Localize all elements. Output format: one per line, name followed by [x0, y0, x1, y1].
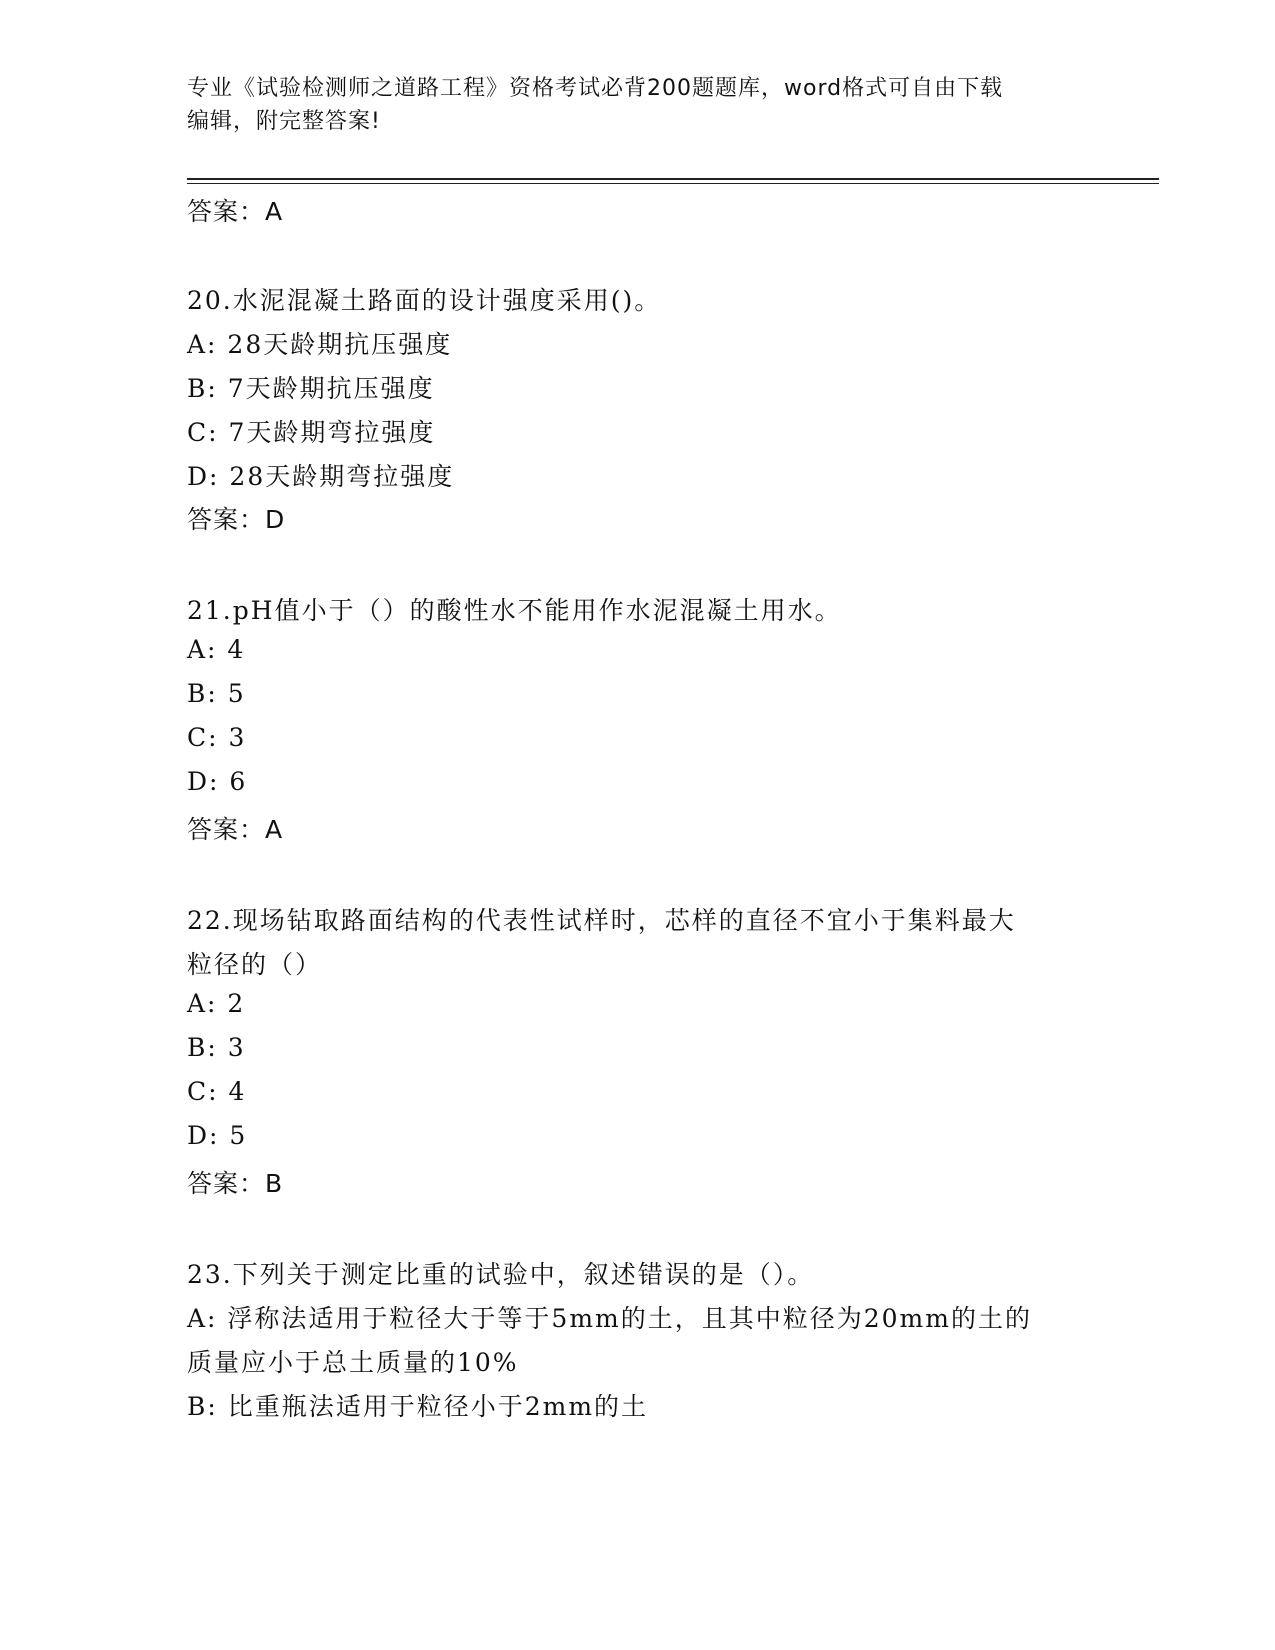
- option-line: C: 3: [187, 723, 247, 752]
- header-line-2: 编辑，附完整答案!: [187, 109, 381, 134]
- header-divider-thin: [187, 183, 1159, 184]
- document-header: [187, 72, 1087, 138]
- option-line: B: 3: [187, 1033, 246, 1062]
- option-line-continued: 质量应小于总土质量的10%: [187, 1348, 519, 1377]
- option-line: C: 7天龄期弯拉强度: [187, 418, 436, 447]
- question-20: 20.水泥混凝土路面的设计强度采用()。: [187, 286, 662, 315]
- question-23: 23.下列关于测定比重的试验中，叙述错误的是（）。: [187, 1260, 815, 1289]
- option-line: C: 4: [187, 1077, 247, 1106]
- answer-line: 答案：A: [187, 197, 284, 226]
- answer-line: 答案：D: [187, 505, 286, 534]
- question-22: 22.现场钻取路面结构的代表性试样时，芯样的直径不宜小于集料最大: [187, 906, 1016, 935]
- option-line: B: 7天龄期抗压强度: [187, 374, 435, 403]
- option-line: A: 浮称法适用于粒径大于等于5mm的土，且其中粒径为20mm的土的: [187, 1304, 1032, 1333]
- question-21: 21.pH值小于（）的酸性水不能用作水泥混凝土用水。: [187, 596, 842, 625]
- option-line: A: 2: [187, 989, 246, 1018]
- option-line: B: 5: [187, 679, 246, 708]
- answer-line: 答案：B: [187, 1169, 284, 1198]
- header-divider: [187, 178, 1159, 180]
- header-line-1: 专业《试验检测师之道路工程》资格考试必背200题题库，word格式可自由下载: [187, 76, 1004, 101]
- option-line: A: 4: [187, 635, 246, 664]
- answer-line: 答案：A: [187, 815, 284, 844]
- option-line: B: 比重瓶法适用于粒径小于2mm的土: [187, 1392, 649, 1421]
- option-line: D: 28天龄期弯拉强度: [187, 462, 455, 491]
- question-22-continued: 粒径的（）: [187, 950, 323, 979]
- option-line: D: 5: [187, 1121, 248, 1150]
- option-line: D: 6: [187, 767, 248, 796]
- option-line: A: 28天龄期抗压强度: [187, 330, 453, 359]
